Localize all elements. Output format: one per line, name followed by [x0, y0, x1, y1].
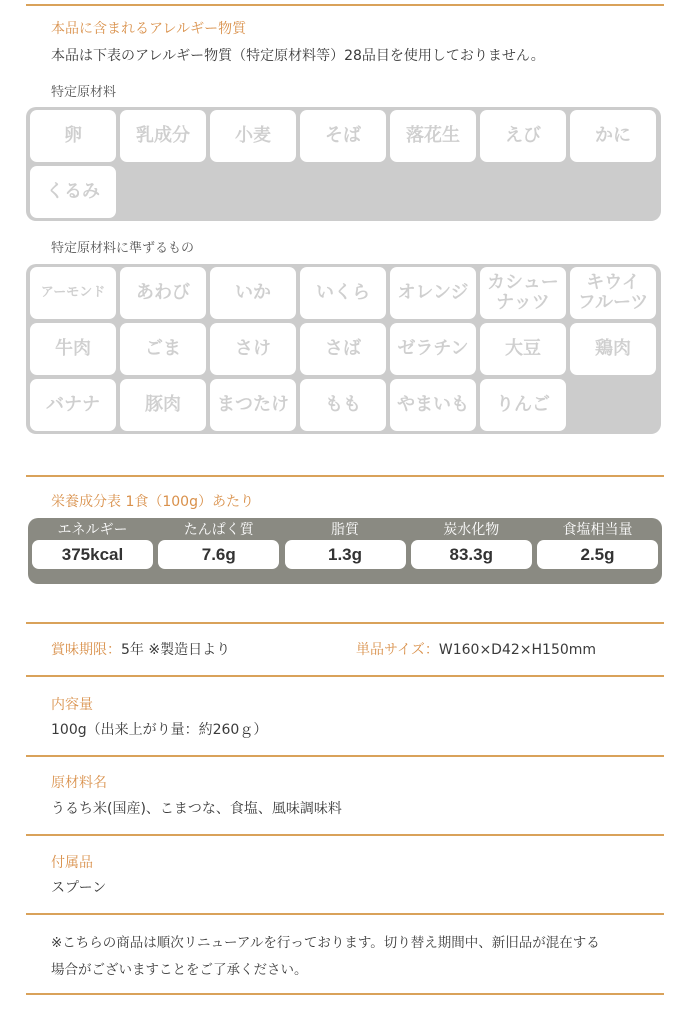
nutrition-title: 栄養成分表 1食（100g）あたり	[51, 494, 254, 510]
allergy-title: 本品に含まれるアレルギー物質	[51, 21, 247, 37]
allergen-cell: いくら	[300, 267, 386, 319]
allergen-cell: オレンジ	[390, 267, 476, 319]
unit-size	[356, 639, 596, 659]
allergen-cell: まつたけ	[210, 379, 296, 431]
accessory-value: スプーン	[51, 880, 107, 896]
divider	[26, 834, 664, 836]
divider	[26, 622, 664, 624]
divider	[26, 4, 664, 6]
allergen-cell: キウイ フルーツ	[570, 267, 656, 319]
allergen-cell: そば	[300, 110, 386, 162]
unit-size-value: W160×D42×H150mm	[438, 642, 597, 658]
nutrition-value: 7.6g	[158, 540, 279, 569]
contents-label: 内容量	[51, 697, 93, 713]
allergen-cell: もも	[300, 379, 386, 431]
nutrition-label: 炭水化物	[443, 522, 500, 538]
allergen-cell: くるみ	[30, 166, 116, 218]
divider	[26, 475, 664, 477]
nutrition-label: たんぱく質	[183, 522, 254, 538]
shelf-life	[51, 639, 230, 659]
renewal-notice-line1: ※こちらの商品は順次リニューアルを行っております。切り替え期間中、新旧品が混在する	[51, 935, 600, 951]
accessory-label: 付属品	[51, 855, 93, 871]
allergen-cell: 小麦	[210, 110, 296, 162]
nutrition-value: 375kcal	[32, 540, 153, 569]
equivalent-label: 特定原材料に準ずるもの	[51, 241, 195, 256]
shelf-life-value: 5年 ※製造日より	[121, 642, 231, 658]
ingredients-value: うるち米(国産)、こまつな、食塩、風味調味料	[51, 801, 342, 817]
equivalent-allergen-grid	[26, 264, 661, 434]
nutrition-column	[285, 518, 406, 584]
allergen-cell: 豚肉	[120, 379, 206, 431]
allergen-cell: りんご	[480, 379, 566, 431]
allergen-cell: ゼラチン	[390, 323, 476, 375]
allergen-cell: 乳成分	[120, 110, 206, 162]
allergen-cell: かに	[570, 110, 656, 162]
nutrition-column	[158, 518, 279, 584]
specific-allergen-grid	[26, 107, 661, 221]
shelf-life-label: 賞味期限：	[51, 642, 121, 658]
allergen-cell: さば	[300, 323, 386, 375]
nutrition-label: 脂質	[331, 522, 359, 538]
specific-label: 特定原材料	[51, 85, 117, 100]
allergen-cell: えび	[480, 110, 566, 162]
contents-value: 100g（出来上がり量：約260ｇ）	[51, 722, 268, 738]
ingredients-label: 原材料名	[51, 775, 107, 791]
allergen-cell: いか	[210, 267, 296, 319]
allergen-cell: あわび	[120, 267, 206, 319]
nutrition-value: 2.5g	[537, 540, 658, 569]
allergen-cell: ごま	[120, 323, 206, 375]
allergen-cell: 落花生	[390, 110, 476, 162]
allergen-cell: 鶏肉	[570, 323, 656, 375]
nutrition-label: エネルギー	[57, 522, 128, 538]
divider	[26, 913, 664, 915]
nutrition-value: 1.3g	[285, 540, 406, 569]
nutrition-table	[28, 518, 662, 584]
allergen-cell: やまいも	[390, 379, 476, 431]
nutrition-column	[32, 518, 153, 584]
allergen-cell: さけ	[210, 323, 296, 375]
nutrition-label: 食塩相当量	[562, 522, 633, 538]
allergen-cell: アーモンド	[30, 267, 116, 319]
allergen-cell: 卵	[30, 110, 116, 162]
nutrition-value: 83.3g	[411, 540, 532, 569]
allergen-cell: 大豆	[480, 323, 566, 375]
renewal-notice-line2: 場合がございますことをご了承ください。	[51, 962, 308, 978]
nutrition-column	[537, 518, 658, 584]
divider	[26, 675, 664, 677]
unit-size-label: 単品サイズ：	[356, 642, 439, 658]
allergen-cell: カシュー ナッツ	[480, 267, 566, 319]
allergy-description: 本品は下表のアレルギー物質（特定原材料等）28品目を使用しておりません。	[51, 48, 545, 64]
divider	[26, 993, 664, 995]
divider	[26, 755, 664, 757]
allergen-cell: バナナ	[30, 379, 116, 431]
allergen-cell: 牛肉	[30, 323, 116, 375]
nutrition-column	[411, 518, 532, 584]
